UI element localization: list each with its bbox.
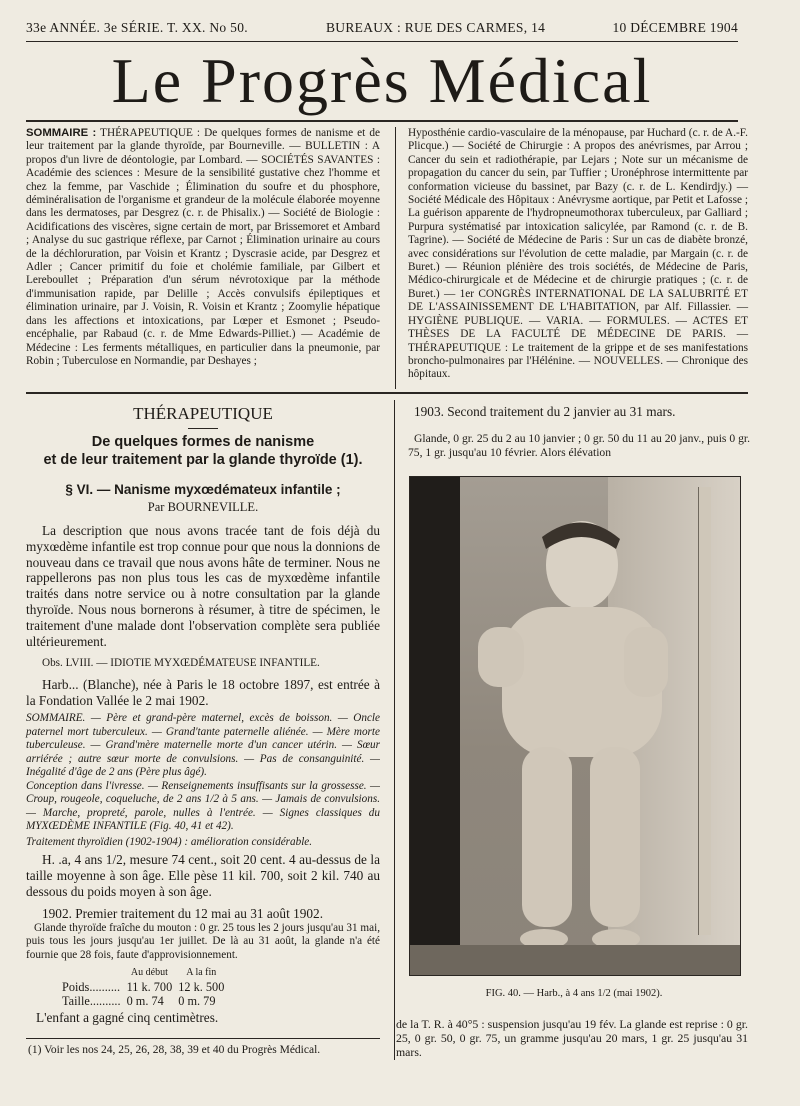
subsection-title: § VI. — Nanisme myxœdémateux infantile ; (65, 482, 341, 497)
case-conception: Conception dans l'ivresse. — Renseignements insuffisants sur la grossesse. — Croup, rougeole, coqueluche, de 2 ans 1/2 à 5 ans. — Jamais de convulsions. — Marche, propreté, parole, nulles à l'entrée. — Signes classiques du MYXŒDÈME INFANTILE (Fig. 40, 41 et 42). (26, 779, 380, 833)
sommaire-left (26, 127, 380, 368)
issue-info: 33e ANNÉE. 3e SÉRIE. T. XX. No 50. (26, 20, 248, 35)
first-treatment: 1902. Premier traitement du 12 mai au 31 août 1902. (42, 905, 324, 921)
sommaire-label: SOMMAIRE : (26, 127, 97, 139)
article-heading-1: De quelques formes de nanisme (91, 434, 315, 450)
masthead-rule (26, 41, 738, 42)
growth-note: L'enfant a gagné cinq centimètres. (36, 1010, 219, 1026)
intro-paragraph (26, 523, 380, 649)
office-address: BUREAUX : RUE DES CARMES, 14 (326, 20, 546, 35)
child-figure (410, 477, 740, 975)
section-rule (188, 428, 218, 429)
sommaire-divider (395, 127, 396, 389)
case-summary: SOMMAIRE. — Père et grand-père maternel, excès de boisson. — Oncle paternel mort tuberculeux. — Grand'tante paternelle aliénée. — Mère morte tuberculeuse. — Grand'mère maternelle morte d'un cancer utérin. — Sœur arriérée ; autre sœur morte de convulsions. — Pas de consanguinité. — Inégalité d'âge de 2 ans (Père plus âgé). (26, 712, 380, 779)
intro-text: La description que nous avons tracée tant de fois déjà du myxœdème infantile est trop connue pour que nous la donnions de nouveau dans ce travail que nous avons hâte de terminer. Nous ne rappellerons pas non plus tous les cas de myxœdème infantile traités dans notre service ou à notre consultation par la glande thyroïde. Nous nous bornerons à résumer, à titre de spécimen, le traitement d'une malade dont l'observation complète sera publiée ultérieurement. (26, 523, 380, 649)
row-end-value: 12 k. 500 (178, 980, 225, 995)
column-header-start: Au début (130, 967, 168, 979)
observation-title: Obs. LVIII. — IDIOTIE MYXŒDÉMATEUSE INFANTILE. (42, 657, 320, 670)
journal-title: Le Progrès Médical (111, 45, 653, 116)
issue-date: 10 DÉCEMBRE 1904 (612, 20, 738, 35)
row-label: Taille.......... (62, 994, 121, 1009)
masthead-line (26, 20, 738, 42)
row-end-value: 0 m. 79 (178, 994, 216, 1009)
row-label: Poids.......... (62, 980, 121, 995)
patient-photograph (409, 476, 741, 976)
footnote-rule (26, 1038, 380, 1039)
second-dosage: Glande, 0 gr. 25 du 2 au 10 janvier ; 0 gr. 50 du 11 au 20 janv., puis 0 gr. 75, 1 gr. jusqu'au 10 février. Alors élévation (408, 432, 750, 459)
column-header-end: A la fin (186, 967, 217, 979)
second-treatment: 1903. Second traitement du 2 janvier au 31 mars. (414, 404, 676, 419)
section-title: THÉRAPEUTIQUE (133, 404, 273, 423)
article-heading-2: et de leur traitement par la glande thyroïde (1). (43, 452, 363, 468)
table-row (62, 994, 230, 1008)
figure-caption: FIG. 40. — Harb., à 4 ans 1/2 (mai 1902). (485, 988, 663, 999)
footnote: (1) Voir les nos 24, 25, 26, 28, 38, 39 et 40 du Progrès Médical. (28, 1044, 321, 1056)
right-bottom-paragraph: de la T. R. à 40°5 : suspension jusqu'au 19 fév. La glande est reprise : 0 gr. 25, 0 gr. 50, 0 gr. 75, un gramme jusqu'au 20 mars, 1 gr. 25 jusqu'au 31 mars. (396, 1017, 748, 1059)
row-start-value: 0 m. 74 (126, 994, 164, 1009)
measurements-paragraph: H. .a, 4 ans 1/2, mesure 74 cent., soit 20 cent. 4 au-dessus de la taille moyenne à son âge. Elle pèse 11 kil. 700, soit 2 kil. 740 au dessous du poids moyen à son âge. (26, 852, 380, 900)
measure-table (62, 966, 230, 1008)
sommaire-left-text: THÉRAPEUTIQUE : De quelques formes de nanisme et de leur traitement par la glande thyroïde, par Bourneville. — BULLETIN : A propos d'un livre de déontologie, par Lombard. — SOCIÉTÉS SAVANTES : Académie des sciences : Mesure de la sensibilité gustative chez l'homme et chez la femme, par Vaschide ; Élimination du soufre et du phosphore, déminéralisation de l'organisme et grandeur de la molécule élaborée moyenne dans les dermatoses, par Desgrez (c. r. de Phisalix.) — Société de Biologie : Acidifications des viscères, signe certain de mort, par Brissemoret et Ambard ; Analyse du suc gastrique réflexe, par Carnot ; Élimination urinaire au cours de la déchloruration, par Voisin et Krantz ; Dyscrasie acide, par Desgrez et Adler ; Cancer primitif du foie et cholémie familiale, par Gilbert et Lereboullet ; Préparation d'un sérum névrotoxique par la méthode d'immunisation rapide, par Delille ; Accès convulsifs épileptiques et élimination urinaire, par J. Voisin, R. Voisin et Krantz ; Zoomylie hépatique dans les affections et intoxications, par Lœper et Esmonet ; Pseudo-encéphalie, par Rabaud (c. r. de Mme Edwards-Pilliet.) — Académie de Médecine : Les ferments métalliques, en particulier dans la pneumonie, par Robin ; Tuberculose en Normandie, par Deshayes ; (26, 127, 380, 367)
sommaire-right: Hyposthénie cardio-vasculaire de la ménopause, par Huchard (c. r. de A.-F. Plicque.) — Société de Chirurgie : A propos des anévrismes, par Arrou ; Cancer du sein et radiothérapie, par Lejars ; Note sur un mécanisme de propagation du cancer du sein, par Tuffier ; Uronéphrose intermittente par conformation vicieuse du bassinet, par Bazy (c. r. de L. Kendirdjy.) — Société Médicale des Hôpitaux : Anévrysme aortique, par Petit et Lafosse ; La guérison apparente de l'hydropneumothorax tuberculeux, par Galliard ; Purpura systématisé par intoxication salicylée, par Ramond (c. r. de B. Tagrine). — Société de Médecine de Paris : Sur un cas de diabète bronzé, avec considérations sur l'évolution de cette maladie, par Margain (c. r. de Buret.) — Réunion plénière des trois sociétés, de Médecine de Paris, Médico-chirurgicale et de Médecine et de chirurgie pratiques ; (c. r. de Buret.) — 1er CONGRÈS INTERNATIONAL DE LA SALUBRITÉ ET DE L'ASSAINISSEMENT DE L'HABITATION, par Alf. Fillassier. — HYGIÈNE PUBLIQUE. — VARIA. — FORMULES. — ACTES ET THÈSES DE LA FACULTÉ DE MÉDECINE DE PARIS. — THÉRAPEUTIQUE : Le traitement de la grippe et de ses manifestations broncho-pulmonaires par l'Hélénine. — NOUVELLES. — Chronique des hôpitaux. (408, 127, 748, 381)
case-treatment: Traitement thyroïdien (1902-1904) : amélioration considérable. (26, 835, 313, 848)
column-divider (394, 400, 395, 1060)
patient-intro: Harb... (Blanche), née à Paris le 18 octobre 1897, est entrée à la Fondation Vallée le 2 mai 1902. (26, 676, 380, 708)
title-rule (26, 120, 738, 122)
article-column (26, 403, 380, 1026)
sommaire-bottom-rule (26, 392, 748, 394)
table-row (62, 980, 230, 994)
author-line: Par BOURNEVILLE. (147, 500, 259, 514)
gland-dosage: Glande thyroïde fraîche du mouton : 0 gr. 25 tous les 2 jours jusqu'au 31 mai, puis tous les jours jusqu'au 1er juillet. De là au 31 août, la glande n'a été fournie que 28 fois, faute d'approvisionnement. (26, 921, 380, 961)
table-header-row (62, 966, 230, 980)
row-start-value: 11 k. 700 (126, 980, 173, 995)
